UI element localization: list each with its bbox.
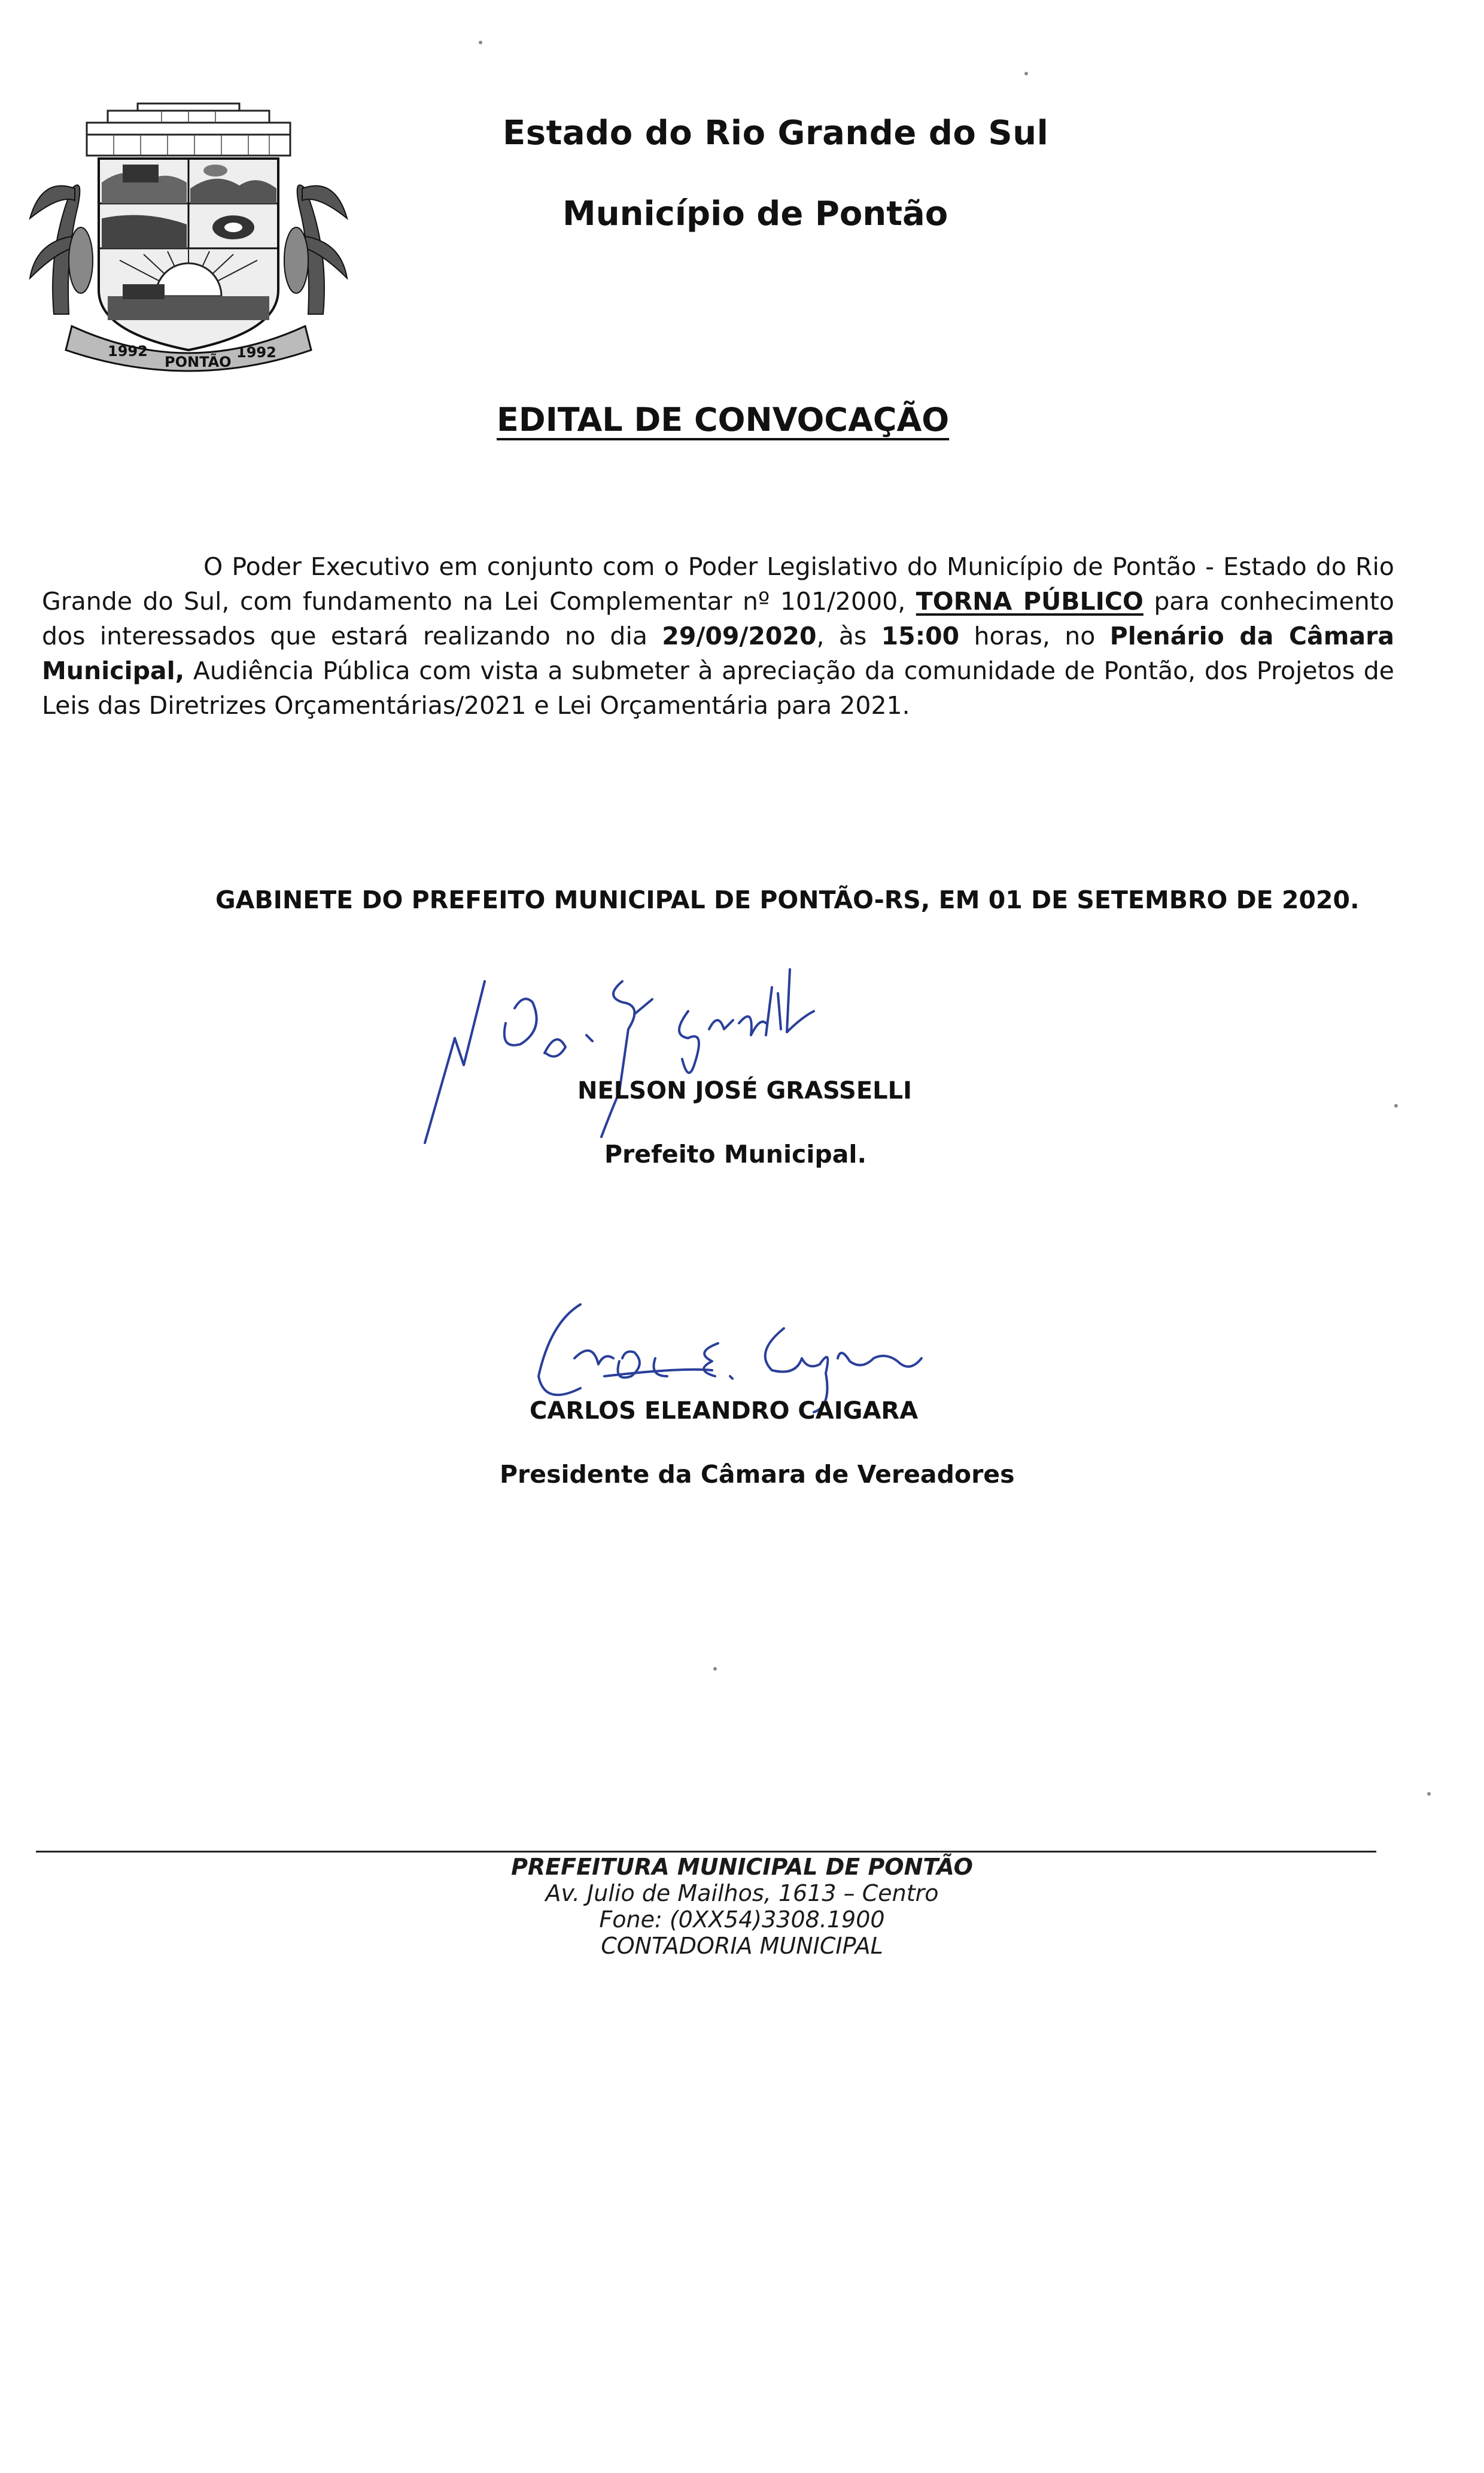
footer-divider (36, 1851, 1376, 1853)
crest-banner-right: 1992 (236, 344, 276, 361)
footer-address: Av. Julio de Mailhos, 1613 – Centro (545, 1880, 939, 1906)
notice-paragraph (42, 549, 1394, 723)
mayor-name: NELSON JOSÉ GRASSELLI (577, 1077, 913, 1105)
footer-org-name: PREFEITURA MUNICIPAL DE PONTÃO (511, 1854, 973, 1880)
state-heading: Estado do Rio Grande do Sul (503, 114, 1049, 153)
gabinete-line: GABINETE DO PREFEITO MUNICIPAL DE PONTÃO-RS, EM 01 DE SETEMBRO DE 2020. (215, 886, 1360, 914)
footer-block (0, 1854, 1484, 1959)
municipality-heading: Município de Pontão (562, 194, 948, 233)
body-text-1: O Poder Executivo em conjunto com o Poder Legislativo do Município de Pontão - Estado do Rio Grande do Sul, com fundamento na Lei Complementar nº 101/2000, (42, 552, 1394, 616)
crest-banner-center: PONTÃO (165, 354, 232, 370)
mayor-role: Prefeito Municipal. (604, 1140, 867, 1169)
crest-banner-left: 1992 (108, 343, 148, 360)
scan-speck (1427, 1792, 1431, 1796)
body-text-2: para conhecimento dos interessados que estará realizando no dia (42, 587, 1394, 650)
scan-speck (479, 41, 482, 44)
hearing-place: Plenário da Câmara Municipal, (42, 622, 1395, 685)
council-president-role: Presidente da Câmara de Vereadores (500, 1460, 1015, 1489)
body-text-4: horas, no (974, 622, 1096, 650)
scan-speck (1394, 1104, 1398, 1108)
document-title: EDITAL DE CONVOCAÇÃO (497, 401, 950, 439)
torna-publico: TORNA PÚBLICO (916, 587, 1144, 616)
hearing-time: 15:00 (881, 622, 960, 650)
hearing-date: 29/09/2020 (662, 622, 817, 650)
council-president-name: CARLOS ELEANDRO CAIGARA (530, 1397, 919, 1425)
scan-speck (713, 1667, 717, 1671)
body-text-3: , às (816, 622, 867, 650)
footer-phone: Fone: (0XX54)3308.1900 (599, 1906, 885, 1933)
body-text-5: Audiência Pública com vista a submeter à apreciação da comunidade de Pontão, dos Projetos de Leis das Diretrizes Orçamentárias/2021 e Lei Orçamentária para 2021. (42, 656, 1394, 720)
scan-speck (1024, 72, 1028, 75)
footer-department: CONTADORIA MUNICIPAL (601, 1933, 883, 1959)
mayor-signature (407, 945, 904, 1161)
